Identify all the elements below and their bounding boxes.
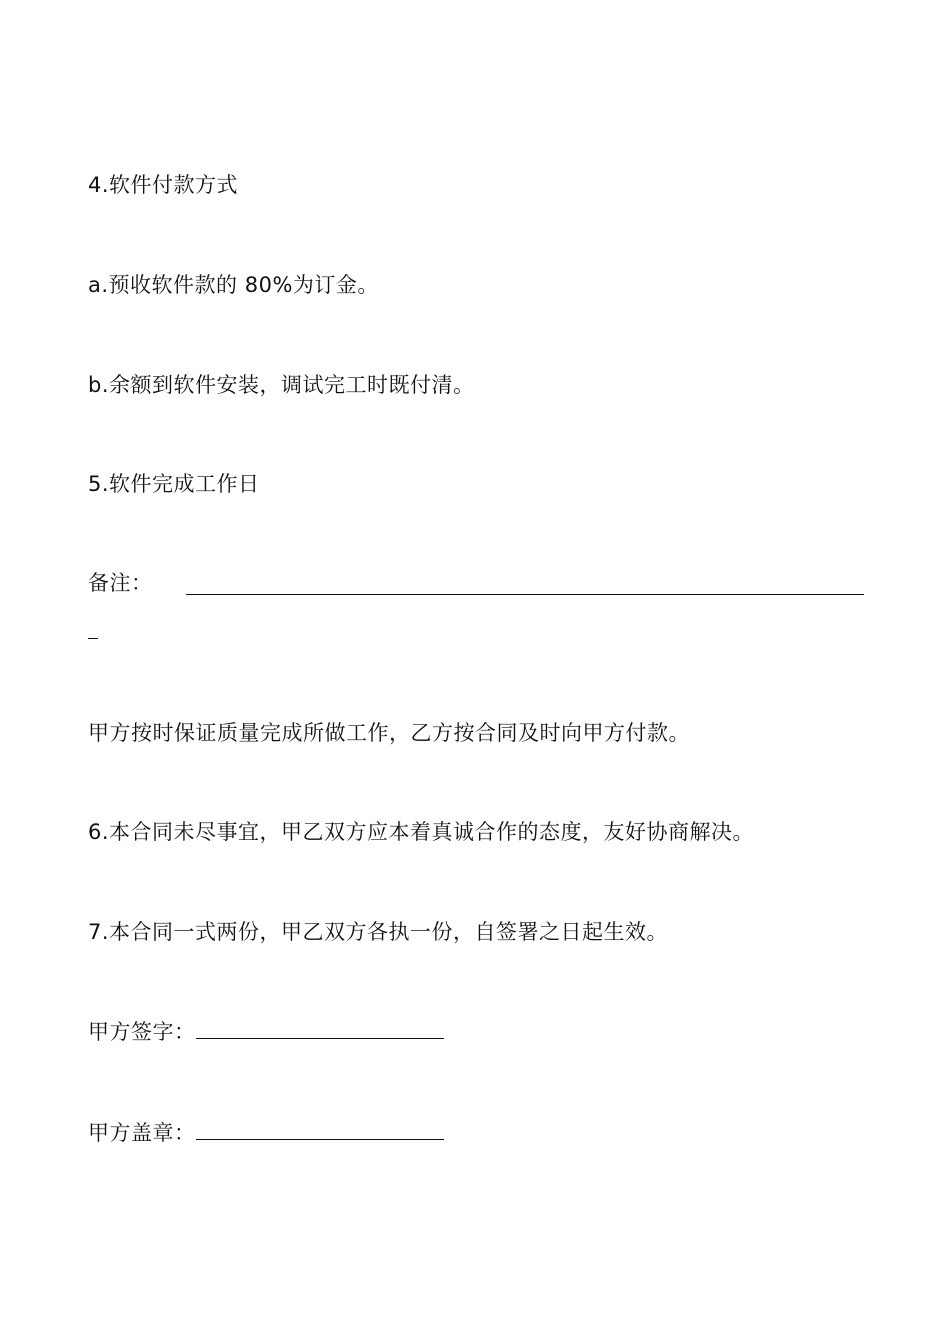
party-a-signature-label: 甲方签字： [88,1020,196,1044]
item-4-heading: 4.软件付款方式 [88,173,239,197]
party-a-seal-label: 甲方盖章： [88,1121,196,1145]
party-a-seal-row [88,1117,444,1148]
item-4b-text: b.余额到软件安装，调试完工时既付清。 [88,373,475,397]
remark-fill-line[interactable] [186,580,864,595]
remark-fill-line-continuation [88,626,98,639]
party-a-signature-row [88,1016,444,1047]
item-5-heading: 5.软件完成工作日 [88,472,260,496]
party-a-seal-fill-line[interactable] [196,1117,444,1140]
remark-label: 备注： [88,571,153,595]
item-4a-text: a.预收软件款的 80%为订金。 [88,273,379,297]
item-6-text: 6.本合同未尽事宜，甲乙双方应本着真诚合作的态度，友好协商解决。 [88,820,755,844]
item-7-text: 7.本合同一式两份，甲乙双方各执一份，自签署之日起生效。 [88,920,669,944]
party-a-signature-fill-line[interactable] [196,1016,444,1039]
obligations-text: 甲方按时保证质量完成所做工作，乙方按合同及时向甲方付款。 [88,721,690,745]
